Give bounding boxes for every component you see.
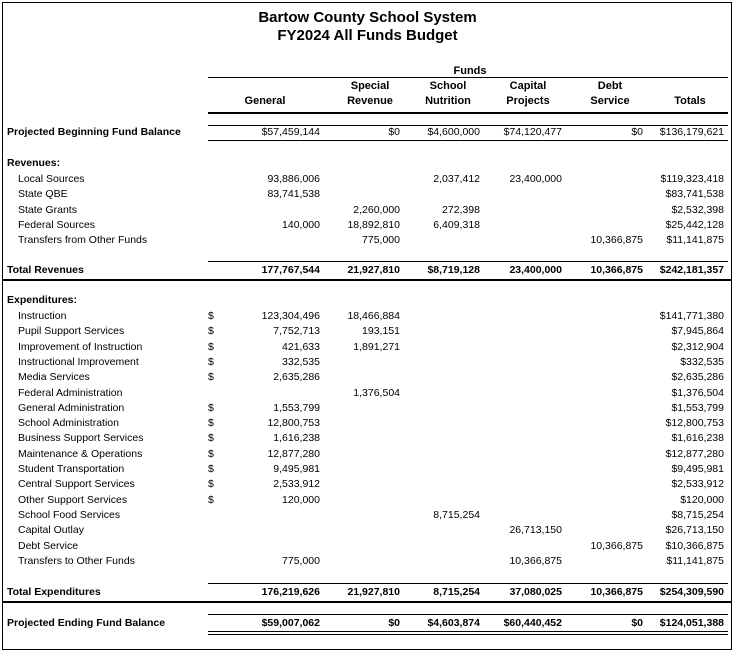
ending-balance-top-rule [208, 614, 728, 615]
expenditure-row-general: 421,633 [282, 340, 320, 353]
expenditure-row-general: 1,553,799 [273, 401, 320, 414]
total-revenues-general: 177,767,544 [261, 264, 320, 276]
expenditure-row-dollar-sign: $ [208, 325, 214, 338]
total-expenditures-top-rule [208, 583, 728, 584]
total-revenues-top-rule [208, 261, 728, 262]
expenditure-row-dollar-sign: $ [208, 310, 214, 322]
revenue-row-total: $119,323,418 [660, 173, 724, 185]
expenditure-row-general: 12,877,280 [267, 447, 320, 460]
expenditure-row-total: $1,376,504 [671, 386, 724, 399]
expenditure-row-general: 2,533,912 [273, 478, 320, 491]
expenditure-row-dollar-sign: $ [208, 417, 214, 430]
expenditure-row-dollar-sign: $ [208, 340, 214, 353]
revenue-row-total: $25,442,128 [665, 218, 724, 231]
revenue-row-general: 83,741,538 [267, 188, 320, 201]
expenditures-heading: Expenditures: [7, 294, 78, 306]
total-expenditures-school: 8,715,254 [433, 586, 480, 598]
expenditure-row-label: Capital Outlay [18, 524, 84, 537]
expenditure-row-total: $1,553,799 [671, 401, 724, 414]
expenditure-row-capital: 10,366,875 [509, 554, 562, 567]
expenditure-row-general: 123,304,496 [261, 310, 320, 322]
expenditure-row-total: $9,495,981 [671, 463, 724, 475]
total-revenues-special: 21,927,810 [347, 264, 400, 276]
expenditure-row-dollar-sign: $ [208, 463, 214, 475]
revenue-row-total: $11,141,875 [666, 234, 724, 247]
expenditure-row-general: 120,000 [282, 493, 320, 506]
ending-balance-label: Projected Ending Fund Balance [7, 617, 166, 629]
expenditure-row-label: Debt Service [18, 539, 79, 552]
ending-balance-school: $4,603,874 [427, 617, 480, 629]
expenditure-row-special: 18,466,884 [347, 310, 400, 322]
beginning-balance-general: $57,459,144 [261, 126, 320, 138]
report-title: Bartow County School System [258, 9, 477, 26]
expenditure-row-general: 7,752,713 [273, 325, 320, 338]
total-revenues-debt: 10,366,875 [590, 264, 643, 276]
expenditure-row-total: $141,771,380 [659, 310, 724, 322]
expenditure-row-total: $12,800,753 [665, 417, 724, 430]
capital-header-line1: Capital [509, 80, 547, 92]
expenditure-row-school: 8,715,254 [433, 508, 480, 521]
totals-header: Totals [674, 95, 706, 107]
expenditure-row-dollar-sign: $ [208, 371, 214, 384]
expenditure-row-total: $8,715,254 [671, 508, 724, 521]
revenue-row-total: $83,741,538 [665, 188, 724, 201]
debt-header-line1: Debt [597, 80, 623, 92]
expenditure-row-label: Other Support Services [18, 493, 128, 506]
expenditure-row-label: Central Support Services [18, 478, 135, 491]
expenditure-row-total: $10,366,875 [665, 539, 724, 552]
total-revenues-school: $8,719,128 [427, 264, 480, 276]
ending-balance-capital: $60,440,452 [503, 617, 562, 629]
beginning-balance-capital: $74,120,477 [503, 126, 562, 138]
expenditure-row-special: 193,151 [362, 325, 400, 338]
total-expenditures-bottom-rule [2, 601, 732, 603]
expenditure-row-special: 1,891,271 [353, 340, 400, 353]
beginning-balance-bottom-rule [208, 140, 728, 141]
total-revenues-bottom-rule [2, 279, 732, 281]
expenditure-row-label: Federal Administration [18, 386, 123, 399]
special-header-line2: Revenue [347, 95, 393, 107]
expenditure-row-total: $2,533,912 [671, 478, 724, 491]
total-expenditures-capital: 37,080,025 [509, 586, 562, 598]
special-header-line1: Special [350, 80, 390, 92]
ending-balance-general: $59,007,062 [261, 617, 320, 629]
revenue-row-special: 2,260,000 [353, 203, 400, 216]
revenue-row-debt: 10,366,875 [590, 234, 643, 247]
expenditure-row-dollar-sign: $ [208, 401, 214, 414]
revenue-row-label: State Grants [18, 203, 77, 216]
revenue-row-special: 18,892,810 [347, 218, 400, 231]
revenue-row-capital: 23,400,000 [509, 173, 562, 185]
revenue-row-total: $2,532,398 [671, 203, 724, 216]
expenditure-row-label: Maintenance & Operations [18, 447, 143, 460]
expenditure-row-total: $120,000 [680, 493, 724, 506]
school-header-line2: Nutrition [425, 95, 471, 107]
revenue-row-label: Transfers from Other Funds [18, 234, 148, 247]
beginning-balance-total: $136,179,621 [659, 126, 724, 138]
ending-balance-special: $0 [388, 617, 400, 629]
expenditure-row-total: $332,535 [680, 355, 724, 368]
revenue-row-label: Federal Sources [18, 218, 96, 231]
expenditure-row-dollar-sign: $ [208, 478, 214, 491]
ending-balance-rule-1 [208, 631, 728, 632]
expenditure-row-label: Instructional Improvement [18, 355, 139, 368]
expenditure-row-dollar-sign: $ [208, 432, 214, 445]
expenditure-row-label: Instruction [18, 310, 67, 322]
general-header: General [244, 95, 286, 107]
expenditure-row-general: 12,800,753 [267, 417, 320, 430]
expenditure-row-total: $11,141,875 [666, 554, 724, 567]
expenditure-row-label: Business Support Services [18, 432, 144, 445]
revenue-row-school: 6,409,318 [433, 218, 480, 231]
revenue-row-general: 93,886,006 [267, 173, 320, 185]
revenue-row-special: 775,000 [362, 234, 400, 247]
total-expenditures-general: 176,219,626 [261, 586, 320, 598]
expenditure-row-label: General Administration [18, 401, 125, 414]
expenditure-row-label: Transfers to Other Funds [18, 554, 135, 567]
total-expenditures-debt: 10,366,875 [590, 586, 643, 598]
expenditure-row-label: Pupil Support Services [18, 325, 125, 338]
funds-header-rule [208, 77, 728, 78]
expenditure-row-dollar-sign: $ [208, 355, 214, 368]
capital-header-line2: Projects [506, 95, 550, 107]
expenditure-row-label: Student Transportation [18, 463, 125, 475]
report-subtitle: FY2024 All Funds Budget [277, 27, 458, 44]
total-expenditures-label: Total Expenditures [7, 586, 101, 598]
revenue-row-school: 272,398 [442, 203, 480, 216]
expenditure-row-dollar-sign: $ [208, 493, 214, 506]
expenditure-row-general: 1,616,238 [273, 432, 320, 445]
expenditure-row-label: Media Services [18, 371, 90, 384]
expenditure-row-general: 332,535 [282, 355, 320, 368]
expenditure-row-dollar-sign: $ [208, 447, 214, 460]
total-revenues-capital: 23,400,000 [509, 264, 562, 276]
ending-balance-total: $124,051,388 [659, 617, 724, 629]
expenditure-row-debt: 10,366,875 [590, 539, 643, 552]
revenue-row-school: 2,037,412 [433, 173, 480, 185]
expenditure-row-total: $2,312,904 [671, 340, 724, 353]
revenue-row-label: State QBE [18, 188, 68, 201]
revenues-heading: Revenues: [7, 157, 61, 169]
ending-balance-rule-2 [208, 634, 728, 635]
expenditure-row-total: $7,945,864 [671, 325, 724, 338]
beginning-balance-label: Projected Beginning Fund Balance [7, 126, 181, 138]
beginning-balance-school: $4,600,000 [427, 126, 480, 138]
ending-balance-debt: $0 [631, 617, 643, 629]
expenditure-row-label: School Food Services [18, 508, 121, 521]
expenditure-row-capital: 26,713,150 [509, 524, 562, 537]
expenditure-row-special: 1,376,504 [353, 386, 400, 399]
total-revenues-total: $242,181,357 [659, 264, 724, 276]
expenditure-row-general: 2,635,286 [273, 371, 320, 384]
expenditure-row-label: Improvement of Instruction [18, 340, 143, 353]
total-revenues-label: Total Revenues [7, 264, 84, 276]
funds-header: Funds [453, 65, 487, 77]
expenditure-row-total: $12,877,280 [665, 447, 724, 460]
debt-header-line2: Service [590, 95, 630, 107]
beginning-balance-special: $0 [388, 126, 400, 138]
total-expenditures-total: $254,309,590 [659, 586, 724, 598]
beginning-balance-debt: $0 [631, 126, 643, 138]
expenditure-row-total: $2,635,286 [671, 371, 724, 384]
expenditure-row-total: $1,616,238 [671, 432, 724, 445]
school-header-line1: School [429, 80, 467, 92]
expenditure-row-general: 775,000 [282, 554, 320, 567]
expenditure-row-general: 9,495,981 [273, 463, 320, 475]
expenditure-row-total: $26,713,150 [665, 524, 724, 537]
revenue-row-label: Local Sources [18, 173, 85, 185]
total-expenditures-special: 21,927,810 [347, 586, 400, 598]
expenditure-row-label: School Administration [18, 417, 119, 430]
revenue-row-general: 140,000 [282, 218, 320, 231]
header-underline [208, 112, 728, 114]
